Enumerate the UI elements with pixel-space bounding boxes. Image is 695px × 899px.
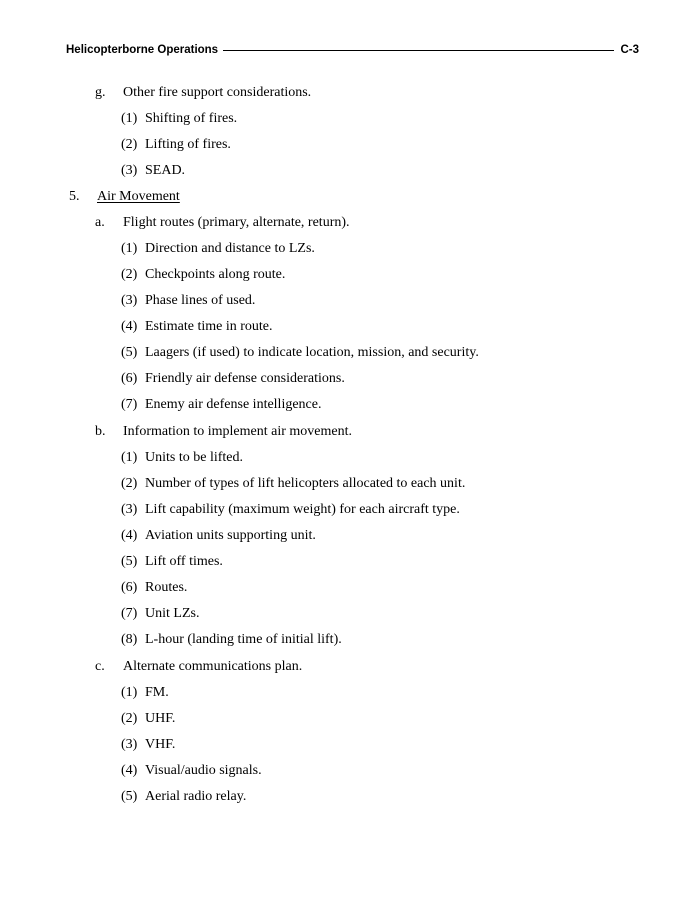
list-text: Lift capability (maximum weight) for each aircraft type. <box>145 502 460 517</box>
list-text: Visual/audio signals. <box>145 763 262 778</box>
list-marker: (3) <box>121 163 138 178</box>
list-marker: (3) <box>121 502 138 517</box>
list-text: Lifting of fires. <box>145 137 231 152</box>
list-marker: (1) <box>121 111 138 126</box>
running-title: Helicopterborne Operations <box>66 44 219 56</box>
list-marker: (2) <box>121 476 138 491</box>
list-marker: (5) <box>121 345 138 360</box>
section-number: 5. <box>69 189 80 204</box>
section-title: Air Movement <box>97 189 180 204</box>
list-text: Checkpoints along route. <box>145 267 286 282</box>
page-number: C-3 <box>620 44 639 56</box>
list-marker: (5) <box>121 789 138 804</box>
header-rule <box>223 50 614 51</box>
list-text: Number of types of lift helicopters allocated to each unit. <box>145 476 466 491</box>
list-text: Flight routes (primary, alternate, return). <box>123 215 350 230</box>
list-marker: (4) <box>121 319 138 334</box>
list-marker: (8) <box>121 632 138 647</box>
list-marker: (2) <box>121 711 138 726</box>
list-text: Information to implement air movement. <box>123 424 352 439</box>
list-marker: (4) <box>121 763 138 778</box>
list-marker: (1) <box>121 685 138 700</box>
list-marker: (3) <box>121 293 138 308</box>
list-marker: (7) <box>121 606 138 621</box>
list-text: FM. <box>145 685 169 700</box>
list-marker: (1) <box>121 241 138 256</box>
list-text: Aerial radio relay. <box>145 789 247 804</box>
list-marker: (6) <box>121 371 138 386</box>
list-marker: a. <box>95 215 105 230</box>
list-text: Direction and distance to LZs. <box>145 241 315 256</box>
list-marker: c. <box>95 659 105 674</box>
list-text: Estimate time in route. <box>145 319 273 334</box>
list-text: Laagers (if used) to indicate location, mission, and security. <box>145 345 479 360</box>
list-text: Shifting of fires. <box>145 111 238 126</box>
list-marker: (4) <box>121 528 138 543</box>
list-text: Other fire support considerations. <box>123 85 312 100</box>
list-text: Units to be lifted. <box>145 450 243 465</box>
list-marker: (5) <box>121 554 138 569</box>
list-text: VHF. <box>145 737 176 752</box>
list-marker: (7) <box>121 397 138 412</box>
list-text: Alternate communications plan. <box>123 659 303 674</box>
list-marker: (3) <box>121 737 138 752</box>
list-marker: (6) <box>121 580 138 595</box>
list-text: Friendly air defense considerations. <box>145 371 345 386</box>
list-text: Phase lines of used. <box>145 293 256 308</box>
list-text: Lift off times. <box>145 554 223 569</box>
list-text: Enemy air defense intelligence. <box>145 397 322 412</box>
list-text: Routes. <box>145 580 188 595</box>
list-marker: (1) <box>121 450 138 465</box>
list-text: Unit LZs. <box>145 606 200 621</box>
list-text: UHF. <box>145 711 176 726</box>
list-text: L-hour (landing time of initial lift). <box>145 632 342 647</box>
list-marker: (2) <box>121 267 138 282</box>
list-text: SEAD. <box>145 163 186 178</box>
list-marker: b. <box>95 424 106 439</box>
list-marker: g. <box>95 85 106 100</box>
list-marker: (2) <box>121 137 138 152</box>
page-header <box>66 42 639 58</box>
list-text: Aviation units supporting unit. <box>145 528 316 543</box>
